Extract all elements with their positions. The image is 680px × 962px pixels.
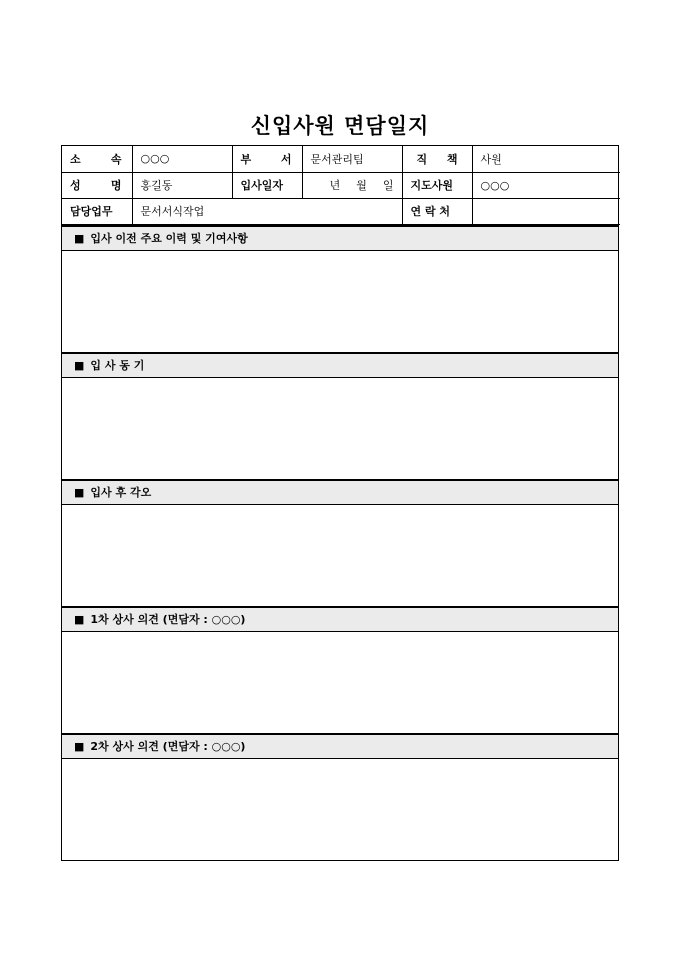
day-label: 일 bbox=[382, 179, 394, 192]
section-supervisor2-header bbox=[62, 733, 618, 759]
department-label: 부 서 bbox=[232, 146, 302, 172]
square-bullet-icon: ■ bbox=[74, 485, 85, 499]
square-bullet-icon: ■ bbox=[74, 231, 85, 245]
info-row-2 bbox=[62, 172, 620, 198]
interview-form bbox=[61, 145, 619, 861]
position-label: 직 책 bbox=[402, 146, 472, 172]
year-label: 년 bbox=[329, 179, 341, 192]
contact-field[interactable] bbox=[472, 198, 620, 224]
join-date-label: 입사일자 bbox=[232, 172, 302, 198]
page-title: 신입사원 면담일지 bbox=[250, 114, 430, 138]
name-label: 성 명 bbox=[62, 172, 132, 198]
section-supervisor2-body[interactable] bbox=[62, 759, 618, 860]
affiliation-label: 소 속 bbox=[62, 146, 132, 172]
position-field[interactable]: 사원 bbox=[472, 146, 620, 172]
affiliation-field[interactable]: ○○○ bbox=[132, 146, 232, 172]
section-title: 입 사 동 기 bbox=[90, 359, 145, 372]
contact-label: 연 락 처 bbox=[402, 198, 472, 224]
info-row-1 bbox=[62, 146, 620, 172]
month-label: 월 bbox=[356, 179, 367, 192]
duty-field[interactable]: 문서서식작업 bbox=[132, 198, 402, 224]
section-motivation-body[interactable] bbox=[62, 378, 618, 479]
section-career-body[interactable] bbox=[62, 251, 618, 352]
mentor-field[interactable]: ○○○ bbox=[472, 172, 620, 198]
section-title: 입사 후 각오 bbox=[90, 486, 152, 499]
section-title: 2차 상사 의견 (면담자 : ○○○) bbox=[90, 740, 246, 753]
mentor-label: 지도사원 bbox=[402, 172, 472, 198]
name-field[interactable]: 홍길동 bbox=[132, 172, 232, 198]
join-date-field[interactable] bbox=[302, 172, 402, 198]
section-title: 1차 상사 의견 (면담자 : ○○○) bbox=[90, 613, 246, 626]
info-table bbox=[62, 146, 620, 225]
square-bullet-icon: ■ bbox=[74, 358, 85, 372]
section-motivation-header bbox=[62, 352, 618, 378]
square-bullet-icon: ■ bbox=[74, 739, 85, 753]
section-title: 입사 이전 주요 이력 및 기여사항 bbox=[90, 232, 248, 245]
department-field[interactable]: 문서관리팀 bbox=[302, 146, 402, 172]
section-career-header bbox=[62, 225, 618, 251]
section-resolution-header bbox=[62, 479, 618, 505]
section-supervisor1-body[interactable] bbox=[62, 632, 618, 733]
section-supervisor1-header bbox=[62, 606, 618, 632]
info-row-3 bbox=[62, 198, 620, 224]
duty-label: 담당업무 bbox=[62, 198, 132, 224]
section-resolution-body[interactable] bbox=[62, 505, 618, 606]
square-bullet-icon: ■ bbox=[74, 612, 85, 626]
